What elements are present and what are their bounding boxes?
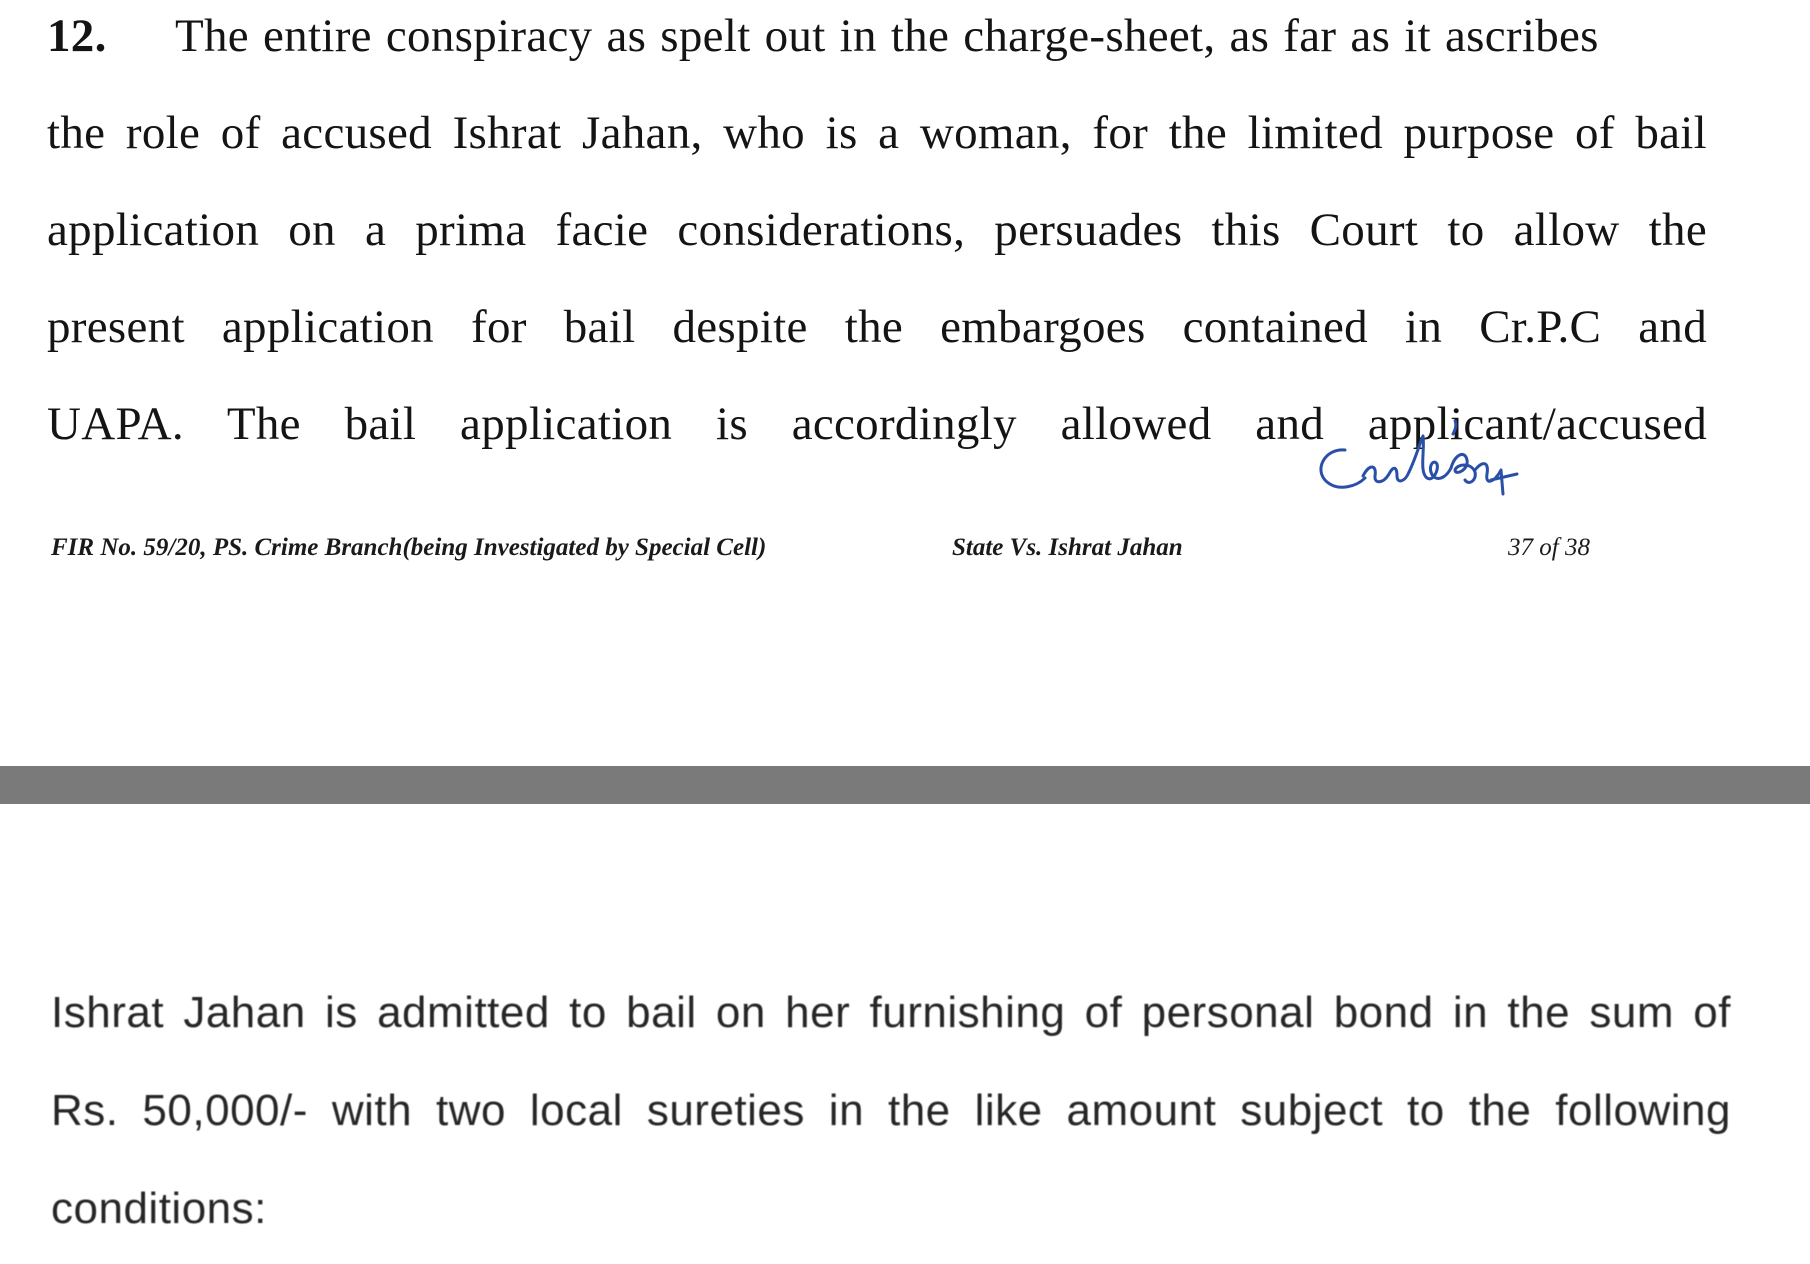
continuation-line-1: Ishrat Jahan is admitted to bail on her furnishing of personal bond in the sum of [51, 988, 1731, 1037]
paragraph-line-4: present application for bail despite the embargoes contained in Cr.P.C and [47, 301, 1707, 353]
paragraph-line-3: application on a prima facie considerations, persuades this Court to allow the [47, 204, 1707, 256]
continuation-line-2: Rs. 50,000/- with two local sureties in the like amount subject to the following [51, 1086, 1731, 1135]
paragraph-text: The entire conspiracy as spelt out in the charge-sheet, as far as it ascribes [175, 10, 1599, 62]
footer-fir-reference: FIR No. 59/20, PS. Crime Branch(being Investigated by Special Cell) [51, 534, 767, 561]
footer-page-number: 37 of 38 [1508, 534, 1590, 561]
paragraph-line-5: UAPA. The bail application is accordingly allowed and applicant/accused [47, 398, 1707, 450]
paragraph-number: 12. [47, 10, 107, 62]
paragraph-line-1 [47, 8, 1707, 64]
paragraph-line-2: the role of accused Ishrat Jahan, who is a woman, for the limited purpose of bail [47, 107, 1707, 159]
footer-case-title: State Vs. Ishrat Jahan [952, 534, 1183, 561]
continuation-line-3: conditions: [51, 1184, 267, 1233]
signature [1305, 420, 1555, 510]
document-page-38 [0, 804, 1810, 1264]
page-divider [0, 766, 1810, 804]
